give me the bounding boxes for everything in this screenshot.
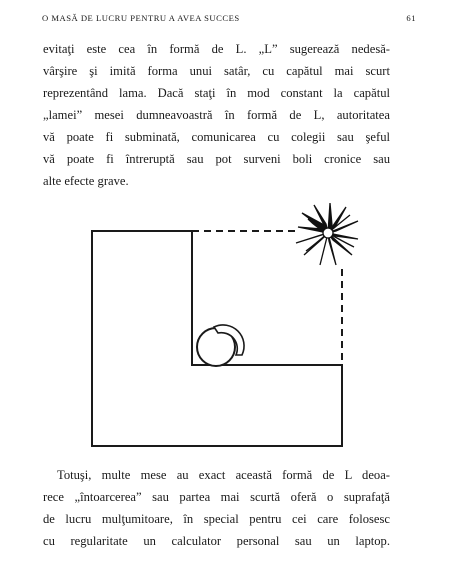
paragraph-line: rece „întoarcerea” sau partea mai scurtă oferă o suprafaţă (43, 490, 390, 504)
paragraph-line: alte efecte grave. (43, 174, 129, 188)
page-number: 61 (406, 13, 416, 23)
l-shaped-desk-illustration (86, 203, 368, 455)
paragraph-line: „lamei” mesei dumneavoastră în formă de L, autoritatea (43, 108, 390, 122)
potted-plant-icon (296, 203, 358, 265)
paragraph-line: de lucru mulţumitoare, în special pentru cei care folosesc (43, 512, 390, 526)
office-chair-icon (197, 325, 244, 366)
running-header (26, 13, 426, 27)
paragraph-line: reprezentând lama. Dacă staţi în mod constant la capătul (43, 86, 390, 100)
paragraph-top (43, 38, 390, 192)
paragraph-line: Totuşi, multe mese au exact această formă de L deoa- (57, 468, 390, 482)
paragraph-line: cu regularitate un calculator personal sau un laptop. (43, 534, 390, 548)
running-title: O MASĂ DE LUCRU PENTRU A AVEA SUCCES (42, 13, 240, 23)
paragraph-line: vă poate fi întreruptă sau pot surveni boli cronice sau (43, 152, 390, 166)
paragraph-line: evitaţi este cea în formă de L. „L” sugerează nedesă- (43, 42, 390, 56)
paragraph-line: vă poate fi subminată, comunicarea cu colegii sau şeful (43, 130, 390, 144)
l-shaped-desk-figure (86, 203, 368, 455)
paragraph-line: vârşire şi imită forma unui satâr, cu capătul mai scurt (43, 64, 390, 78)
paragraph-bottom (43, 464, 390, 552)
